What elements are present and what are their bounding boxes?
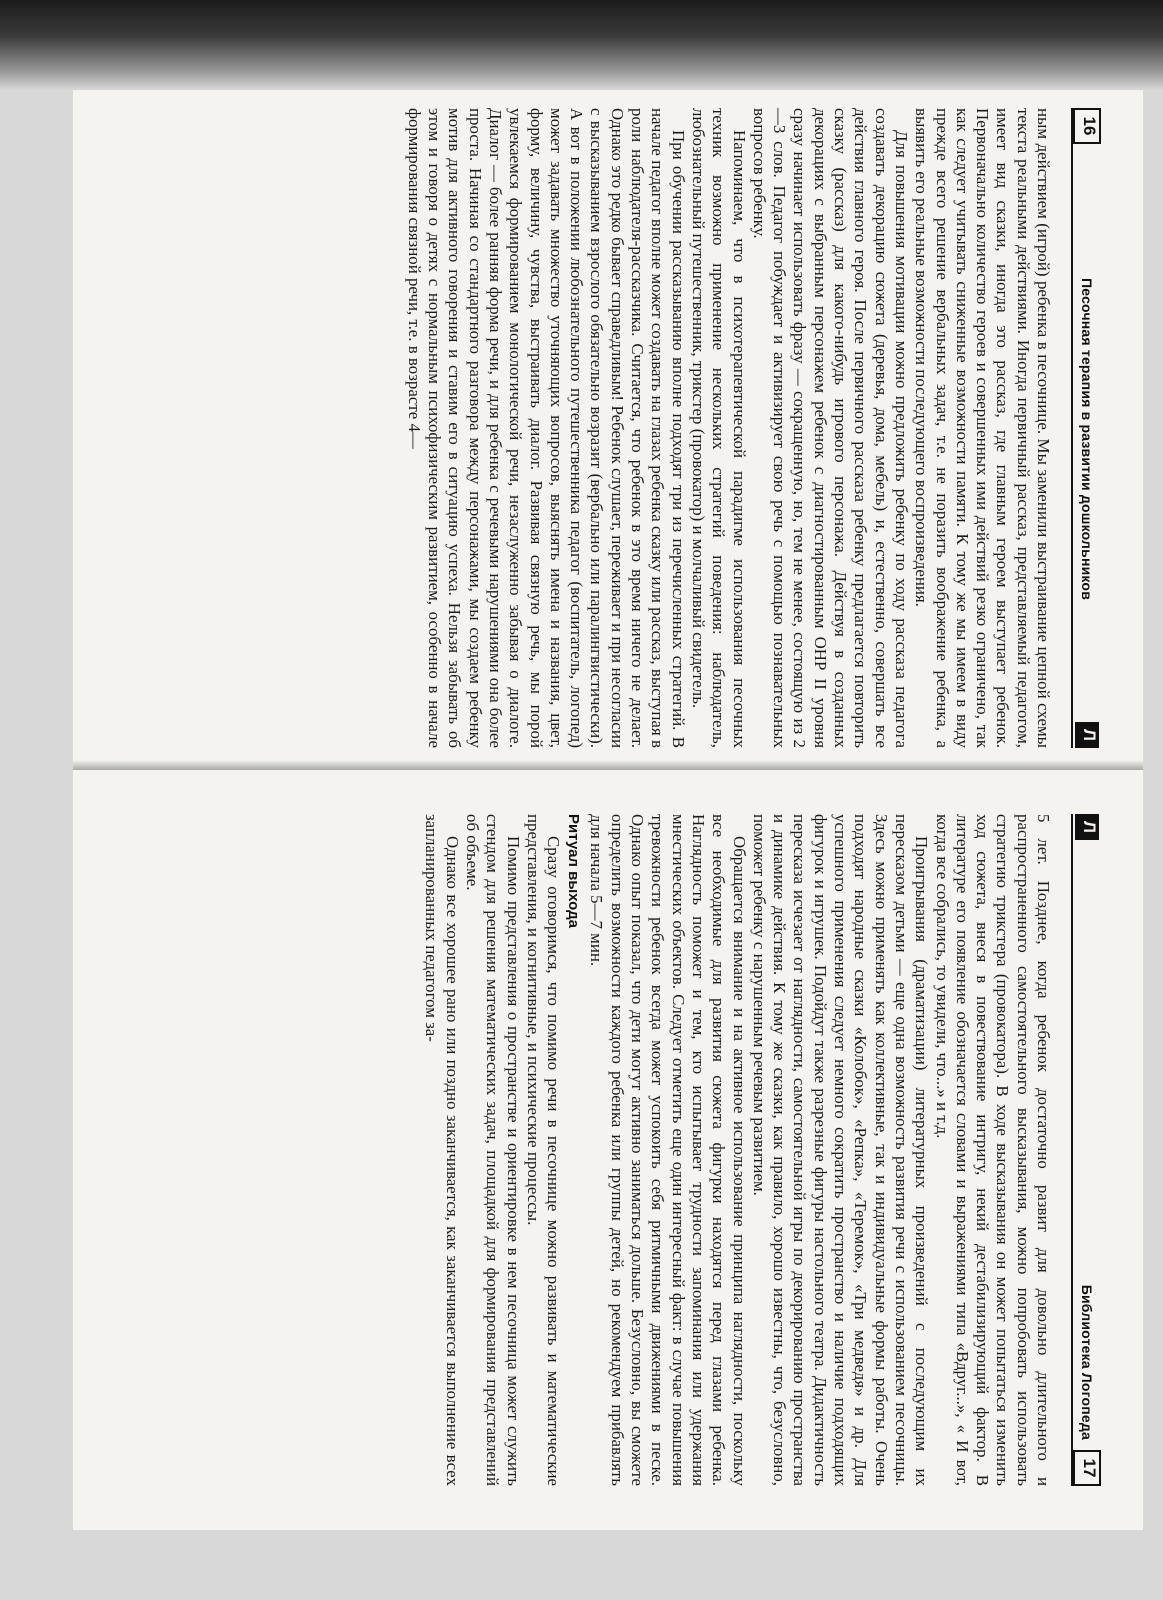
running-title-left: Песочная терапия в развитии дошкольников bbox=[1079, 278, 1095, 600]
paragraph: Для повышения мотивации можно предложить ребенку по ходу рассказа педагога создавать декорацию сюжета (деревья, дома, мебель) и, естественно, совершать все действия главного героя. После первичного рассказа ребенку предлагается повторить сказку (рассказ) для какого-нибудь игрового персонажа. Действуя в созданных декорациях с выбранным персонажем ребенок с диагностированным ОНР II уровня сразу начинает использовать фразу — сокращенную, но, тем не менее, состоящую из 2—3 слов. Педагог побуждает и активизирует свою речь с помощью познавательных вопросов ребенку. bbox=[749, 108, 911, 748]
paragraph: Помимо представления о пространстве и ориентировке в нем песочница может служить стендом для решения математических задач, площадкой для формирования представлений об объеме. bbox=[462, 814, 523, 1486]
logo-letter: Л bbox=[1080, 729, 1099, 741]
right-page-header bbox=[1071, 814, 1101, 1486]
paragraph: Напоминаем, что в психотерапевтической парадигме использования песочных техник возможно применение нескольких стратегий поведения: наблюдатель, любознательный путешественник, трикстер (провокатор) и молчаливый свидетель. bbox=[688, 108, 749, 748]
left-page bbox=[73, 30, 1143, 770]
paragraph: ным действием (игрой) ребенка в песочнице. Мы заменили выстраивание цепной схемы текста реальными действиями. Иногда первичный рассказ, представляемый педагогом, имеет вид сказки, иногда это рассказ, где главным героем выступает ребенок. Первоначально количество героев и совершенных ими действий резко ограничено, так как следует учитывать сниженные возможности памяти. К тому же мы имеем в виду прежде всего решение вербальных задач, т.е. не поразить воображение ребенка, а выявить его реальные возможности последующего воспроизведения. bbox=[912, 108, 1053, 748]
paragraph: Однако все хорошее рано или поздно заканчивается, как заканчивается выполнение всех запланированных педагогом за- bbox=[422, 814, 462, 1486]
left-page-body bbox=[404, 108, 1054, 748]
right-page bbox=[73, 770, 1143, 1530]
left-page-header bbox=[1071, 108, 1101, 748]
section-heading: Ритуал выхода bbox=[565, 814, 583, 928]
page-number-right: 17 bbox=[1073, 1450, 1101, 1486]
paragraph: Сразу оговоримся, что помимо речи в песочнице можно развивать и математические представления, и когнитивные, и психические процессы. bbox=[523, 814, 564, 1486]
running-title-right: Библиотека Логопеда bbox=[1079, 1284, 1095, 1440]
right-page-body bbox=[421, 814, 1053, 1486]
library-logo-icon bbox=[1075, 722, 1099, 748]
logo-letter: Л bbox=[1080, 821, 1099, 833]
paragraph: 5 лет. Позднее, когда ребенок достаточно развит для довольно длительного и распространенного самостоятельного высказывания, можно попробовать использовать стратегию трикстера (провокатора). В ходе высказывания он может попытаться изменить ход сюжета, внеся в повествование интригу, некий дестабилизирующий фактор. В литературе его появление обозначается словами и выражениями типа «Вдруг...», « И вот, когда все собрались, то увидели, что...» и т.д. bbox=[932, 814, 1053, 1486]
paragraph: При обучении рассказыванию вполне подходят три из перечисленных стратегий. В начале педагог вполне может создавать на глазах ребенка сказку или рассказ, выступая в роли наблюдателя-рассказчика. Считается, что ребенок в это время ничего не делает. Однако это редко бывает справедливым! Ребенок слушает, переживает и при несогласии с высказыванием взрослого обязательно возразит (вербально или паралингвистически). А вот в положении любознательного путешественника педагог (воспитатель, логопед) может задавать множество уточняющих вопросов, выяснять имена и названия, цвет, форму, величину, чувства, выстраивать диалог. Развивая связную речь, мы порой увлекаемся формированием монологической речи, незаслуженно забывая о диалоге. Диалог — более ранняя форма речи, и для ребенка с речевыми нарушениями она более проста. Начиная со стандартного разговора между персонажами, мы создаем ребенку мотив для активного говорения и ставим его в ситуацию успеха. Нельзя забывать об этом и говоря о детях с нормальным психофизическим развитием, особенно в начале формирования связной речи, т.е. в возрасте 4— bbox=[404, 108, 688, 748]
paragraph: Обращается внимание и на активное использование принципа наглядности, поскольку все необходимые для развития сюжета фигурки находятся перед глазами ребенка. Наглядность поможет и тем, кто испытывает трудности запоминания или удержания мнестических объектов. Следует отметить еще один интересный факт: в случае повышения тревожности ребенок всегда может успокоить себя ритмичными движениями в песке. Однако опыт показал, что дети могут активно заниматься дольше. Безусловно, вы сможете определить возможности каждого ребенка или группы детей, но рекомендуем прибавлять для начала 5—7 мин. bbox=[587, 814, 749, 1486]
paragraph: Проигрывания (драматизации) литературных произведений с последующим их пересказом детьми — еще одна возможность развития речи с использованием песочницы. Здесь можно применять как коллективные, так и индивидуальные формы работы. Очень подходят народные сказки «Колобок», «Репка», «Теремок», «Три медведя» и др. Для успешного применения следует немного сократить пространство и наличие подходящих фигурок и игрушек. Подойдут также разрезные фигуры настольного театра. Дидактичность пересказа исчезает от наглядности, самостоятельной игры по декорированию пространства и динамике действия. К тому же сказки, как правило, хорошо известны, что, безусловно, поможет ребенку с нарушенным речевым развитием. bbox=[749, 814, 932, 1486]
scanner-edge-shadow bbox=[0, 0, 1163, 90]
page-number-left: 16 bbox=[1073, 108, 1101, 144]
library-logo-icon bbox=[1075, 814, 1099, 840]
